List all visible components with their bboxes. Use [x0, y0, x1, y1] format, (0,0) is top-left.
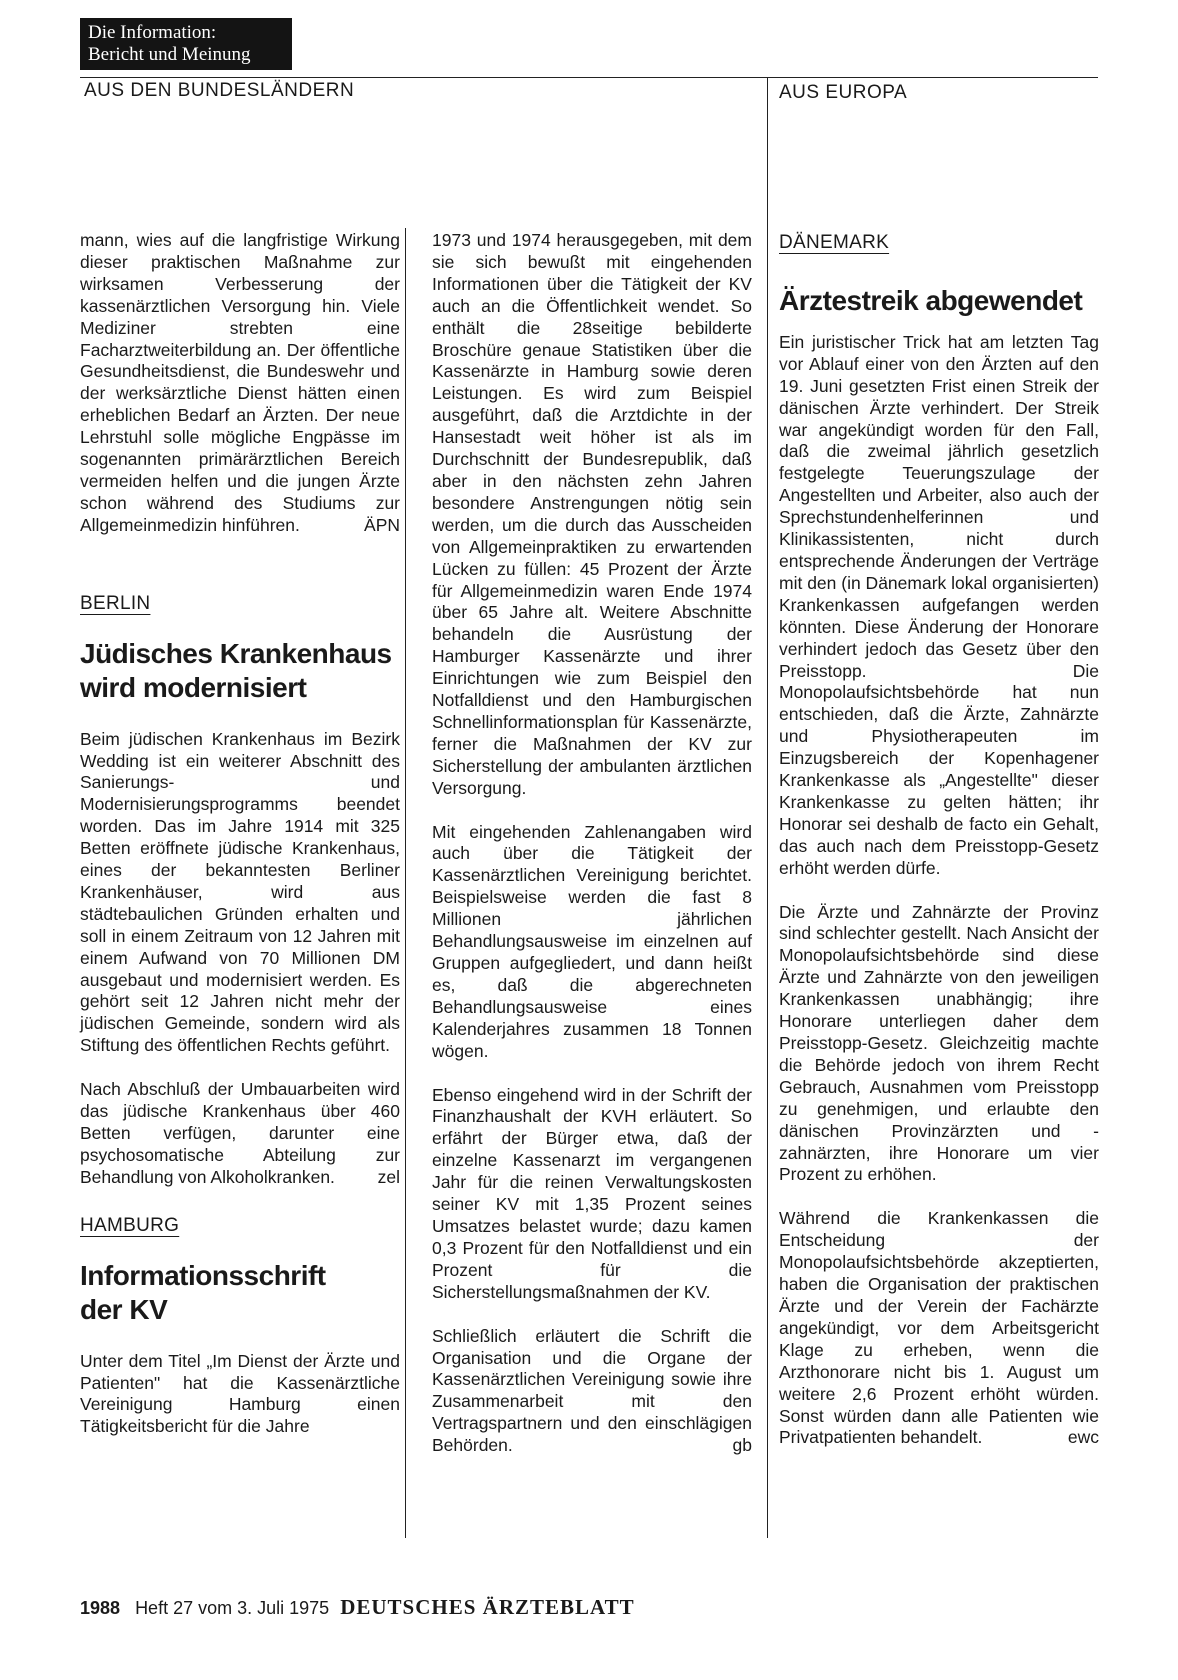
column-divider-2 — [767, 78, 768, 1538]
article-paragraph: Ein juristischer Trick hat am letzten Tag vor Ablauf einer von den Ärzten auf den 19. Juni gesetzten Frist einen Streik der dänischen Ärzte verhindert. Der Streik war angekündigt worden für den Fall, daß die zweimal jährlich gesetzlich festgelegte Teuerungszulage der Angestellten und Arbeiter, also auch der Sprechstundenhelferinnen und Klinikassistenten, nicht durch entsprechende Änderungen der Verträge mit den (in Dänemark lokal organisierten) Krankenkassen aufgefangen werden könnten. Diese Änderung der Honorare verhindert jedoch das Gesetz über den Preisstopp. Die Monopolaufsichtsbehörde hat nun entschieden, daß die Ärzte, Zahnärzte und Physiotherapeuten im Einzugsbereich der Kopenhagener Krankenkasse als „Angestellte" dieser Krankenkasse zu gelten hätten; ihr Honorar sei deshalb de facto ein Gehalt, das auch nach dem Preisstopp-Gesetz erhöht werden dürfe. — [779, 331, 1099, 878]
article-paragraph: Die Ärzte und Zahnärzte der Provinz sind schlechter gestellt. Nach Ansicht der Monopolaufsichtsbehörde sind diese Ärzte und Zahnärzte von den jeweiligen Krankenkassen unabhängig; ihre Honorare unterliegen daher dem Preisstopp-Gesetz. Gleichzeitig machte die Behörde jedoch von ihrem Recht Gebrauch, Ausnahmen vom Preisstopp zu genehmigen, und erlaubte den dänischen Provinzärzten und -zahnärzten, ihre Honorare um vier Prozent zu erhöhen. — [779, 901, 1099, 1185]
article-paragraph: Ebenso eingehend wird in der Schrift der Finanzhaushalt der KVH erläutert. So erfährt der Bürger etwa, daß der einzelne Kassenarzt im vergangenen Jahr für die reinen Verwaltungskosten seiner KV mit 1,35 Prozent seines Umsatzes belastet wurde; dazu kamen 0,3 Prozent für den Notfalldienst und ein Prozent für die Sicherstellungsmaßnahmen der KV. — [432, 1084, 752, 1302]
topic-berlin: BERLIN — [80, 592, 151, 614]
article-paragraph: Mit eingehenden Zahlenangaben wird auch über die Tätigkeit der Kassenärztlichen Vereinigung berichtet. Beispielsweise werden die fast 8 Millionen jährlichen Behandlungsausweise im einzelnen auf Gruppen aufgegliedert, und dann heißt es, daß die abgerechneten Behandlungsausweise eines Kalenderjahres zusammen 18 Tonnen wögen. — [432, 821, 752, 1061]
topic-hamburg: HAMBURG — [80, 1214, 180, 1236]
article-paragraph: Beim jüdischen Krankenhaus im Bezirk Wedding ist ein weiterer Abschnitt des Sanierungs- und Modernisierungsprogramms beendet worden. Das im Jahre 1914 mit 325 Betten eröffnete jüdische Krankenhaus, eines der bekanntesten Berliner Krankenhäuser, wird aus städtebaulichen Gründen erhalten und soll in einem Zeitraum von 12 Jahren mit einem Aufwand von 70 Millionen DM ausgebaut und modernisiert werden. Es gehört seit 12 Jahren nicht mehr der jüdischen Gemeinde, sondern wird als Stiftung des öffentlichen Rechts geführt. — [80, 728, 400, 1056]
author-tag: zel — [377, 1166, 400, 1187]
header-rule — [80, 77, 1098, 78]
rubric-line-1: Die Information: — [88, 22, 217, 43]
article-paragraph: Schließlich erläutert die Schrift die Organisation und die Organe der Kassenärztlichen Vereinigung sowie ihre Zusammenarbeit mit den Vertragspartnern und den einschlägigen Behörden. gb — [432, 1325, 752, 1456]
author-tag: ÄPN — [364, 514, 400, 535]
topic-denmark: DÄNEMARK — [779, 232, 890, 253]
column-3 — [779, 232, 1099, 1471]
headline-hamburg: Informationsschrift der KV — [80, 1259, 326, 1325]
author-tag: gb — [732, 1435, 752, 1456]
column-divider-1 — [405, 228, 406, 1538]
article-paragraph: Unter dem Titel „Im Dienst der Ärzte und Patienten" hat die Kassenärztliche Vereinigung Hamburg einen Tätigkeitsbericht für die Jahre — [80, 1350, 400, 1437]
rubric-box — [80, 18, 292, 70]
article-paragraph: Während die Krankenkassen die Entscheidung der Monopolaufsichtsbehörde akzeptierten, haben die Organisation der praktischen Ärzte und der Verein der Fachärzte angekündigt, vor dem Arbeitsgericht Klage zu erheben, wenn die Arzthonorare nicht bis 1. August um weitere 2,6 Prozent erhöht würden. Sonst würden dann alle Patienten wie Privatpatienten behandelt. ewc — [779, 1208, 1099, 1448]
headline-berlin: Jüdisches Krankenhaus wird modernisiert — [80, 637, 392, 703]
page-number: 1988 — [80, 1598, 121, 1618]
issue-info: Heft 27 vom 3. Juli 1975 — [135, 1598, 330, 1618]
rubric-line-2: Bericht und Meinung — [88, 44, 251, 65]
article-paragraph: 1973 und 1974 herausgegeben, mit dem sie sich bewußt mit eingehenden Informationen über die Tätigkeit der KV auch an die Öffentlichkeit wendet. So enthält die 28seitige bebilderte Broschüre genaue Statistiken über die Kassenärzte in Hamburg sowie deren Leistungen. Es wird zum Beispiel ausgeführt, daß die Arztdichte in der Hansestadt weit höher ist als im Durchschnitt der Bundesrepublik, daß aber in den nächsten zehn Jahren besondere Anstrengungen nötig sein werden, um die durch das Ausscheiden von Allgemeinpraktiken zu erwartenden Lücken zu füllen: 45 Prozent der Ärzte für Allgemeinmedizin waren Ende 1974 über 65 Jahre alt. Weitere Abschnitte behandeln die Ausrüstung der Hamburger Kassenärzte und ihrer Einrichtungen wie zum Beispiel den Notfalldienst und den Hamburgischen Schnellinformationsplan für Kassenärzte, ferner die Maßnahmen der KV zur Sicherstellung der ambulanten ärztlichen Versorgung. — [432, 230, 752, 798]
column-1 — [80, 230, 400, 1460]
page-footer — [80, 1595, 635, 1620]
headline-denmark: Ärztestreik abgewendet — [779, 284, 1083, 316]
section-label-left: AUS DEN BUNDESLÄNDERN — [84, 80, 355, 101]
column-2 — [432, 230, 752, 1479]
article-paragraph: mann, wies auf die langfristige Wirkung dieser praktischen Maßnahme zur wirksamen Verbesserung der kassenärztlichen Versorgung hin. Viele Mediziner strebten eine Facharztweiterbildung an. Der öffentliche Gesundheitsdienst, die Bundeswehr und der werksärztliche Dienst hätten einen erheblichen Bedarf an Ärzten. Der neue Lehrstuhl solle mögliche Engpässe im sogenannten primärärztlichen Bereich vermeiden helfen und die jungen Ärzte schon während des Studiums zur Allgemeinmedizin hinführen. ÄPN — [80, 230, 400, 535]
article-paragraph: Nach Abschluß der Umbauarbeiten wird das jüdische Krankenhaus über 460 Betten verfügen, darunter eine psychosomatische Abteilung zur Behandlung von Alkoholkranken. zel — [80, 1079, 400, 1187]
author-tag: ewc — [1067, 1427, 1099, 1448]
journal-name: DEUTSCHES ÄRZTEBLATT — [340, 1595, 635, 1619]
section-label-right: AUS EUROPA — [779, 82, 908, 103]
